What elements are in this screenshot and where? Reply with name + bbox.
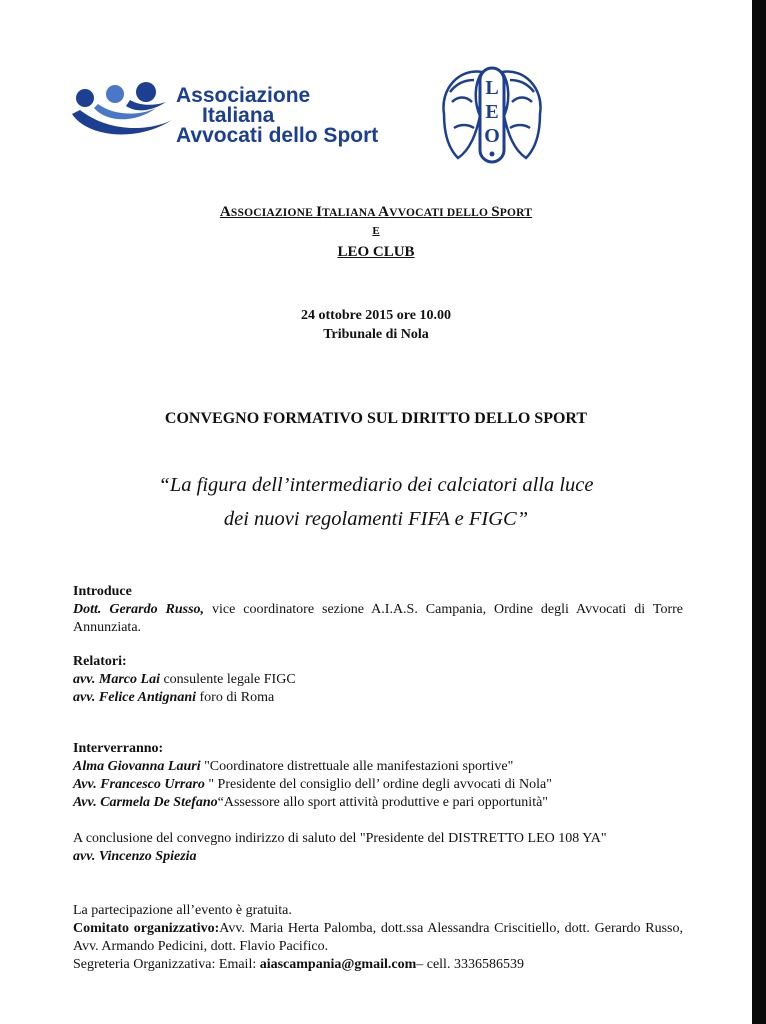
aias-logo-line3: Avvocati dello Sport — [176, 124, 379, 147]
aias-figures-icon — [68, 80, 178, 150]
event-date: 24 ottobre 2015 ore 10.00 — [301, 308, 451, 323]
introduce-text — [73, 601, 683, 637]
aias-logo-text — [168, 86, 378, 146]
comitato-members: Avv. Maria Herta Palomba, dott.ssa Alessandra Criscitiello, dott. Gerardo Russo, Avv. Armando Pedicini, dott. Flavio Pacifico. — [73, 921, 683, 954]
scan-border — [752, 0, 766, 1024]
conjunction: E — [372, 225, 380, 237]
list-item: Avv. Francesco Urraro " Presidente del consiglio dell’ ordine degli avvocati di Nola" — [73, 777, 552, 792]
gratuita-text: La partecipazione all’evento è gratuita. — [73, 903, 292, 918]
interverranno-section — [73, 740, 683, 812]
aias-logo-line1: Associazione — [176, 84, 311, 107]
list-item: avv. Marco Lai consulente legale FIGC — [73, 672, 296, 687]
interverranno-label: Interverranno: — [73, 741, 164, 756]
leo-club-heading: LEO CLUB — [337, 244, 415, 260]
leo-club-emblem-icon — [434, 62, 550, 168]
leo-emblem-letters: L — [485, 77, 499, 99]
comitato-text — [73, 920, 683, 956]
aias-logo — [68, 80, 438, 150]
event-title-line2: dei nuovi regolamenti FIFA e FIGC” — [223, 508, 529, 530]
relatori-section — [73, 653, 683, 707]
conclusione-text: A conclusione del convegno indirizzo di saluto del "Presidente del DISTRETTO LEO 108 YA" — [73, 831, 607, 846]
comitato-label: Comitato organizzativo: — [73, 921, 220, 936]
aias-logo-line2: Italiana — [202, 104, 275, 127]
conclusione-name: avv. Vincenzo Spiezia — [73, 849, 197, 864]
list-item: Avv. Carmela De Stefano“Assessore allo sport attività produttive e pari opportunità" — [73, 795, 549, 810]
list-item: Alma Giovanna Lauri "Coordinatore distrettuale alle manifestazioni sportive" — [73, 759, 514, 774]
introduce-role: vice coordinatore sezione A.I.A.S. Campania, Ordine degli Avvocati di Torre Annunziata. — [73, 602, 683, 635]
segreteria-text: Segreteria Organizzativa: Email: aiascampania@gmail.com– cell. 3336586539 — [73, 957, 524, 972]
svg-text:O: O — [484, 125, 500, 147]
convegno-heading: CONVEGNO FORMATIVO SUL DIRITTO DELLO SPORT — [164, 410, 588, 427]
introduce-section — [73, 583, 683, 637]
introduce-label: Introduce — [73, 584, 132, 599]
svg-text:E: E — [485, 101, 499, 123]
email-link[interactable]: aiascampania@gmail.com — [259, 957, 417, 972]
list-item: avv. Felice Antignani foro di Roma — [73, 690, 275, 705]
introduce-name: Dott. Gerardo Russo, — [73, 602, 205, 617]
organizer-heading: ASSOCIAZIONE ITALIANA AVVOCATI DELLO SPORT — [219, 204, 533, 220]
conclusione-section — [73, 830, 683, 866]
event-title-line1: “La figura dell’intermediario dei calciatori alla luce — [158, 474, 594, 496]
footer-section — [73, 902, 683, 974]
event-place: Tribunale di Nola — [323, 327, 429, 342]
relatori-label: Relatori: — [73, 654, 127, 669]
cell-number: – cell. 3336586539 — [416, 957, 524, 972]
